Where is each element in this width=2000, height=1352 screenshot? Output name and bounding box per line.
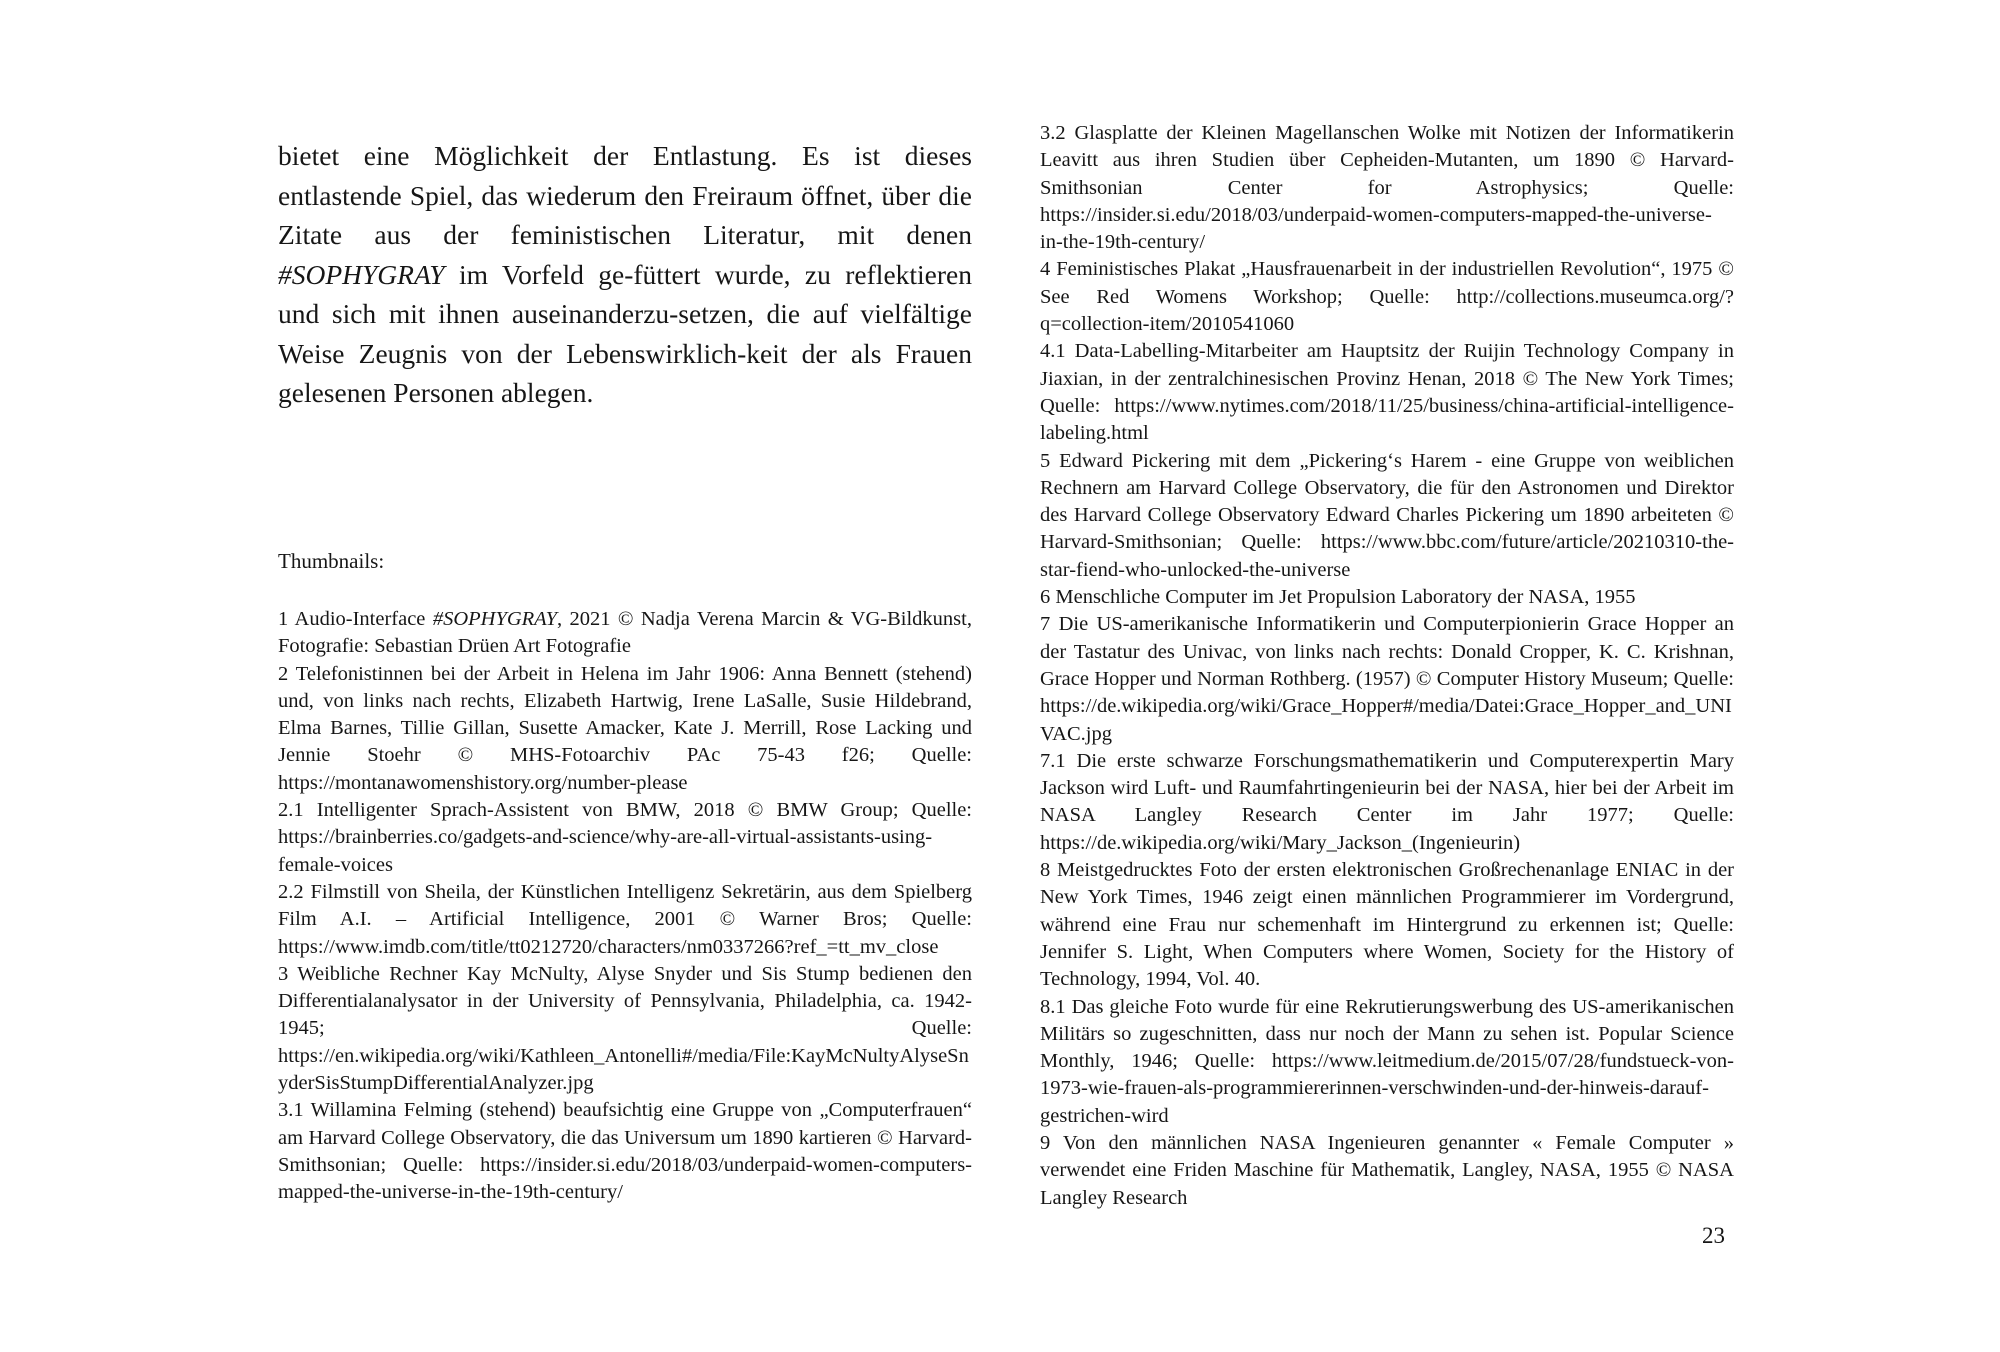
thumbnail-credit-item: 5 Edward Pickering mit dem „Pickering‘s Harem - eine Gruppe von weiblichen Rechnern am Harvard College Observatory, die für den Astronomen und Direktor des Harvard College Observatory Edward Charles Pickering um 1890 arbeiteten © Harvard-Smithsonian; Quelle: https://www.bbc.com/future/article/20210310-the-star-fiend-who-unlocked-the-universe xyxy=(1040,449,1734,581)
thumbnail-credit-item: 2.2 Filmstill von Sheila, der Künstlichen Intelligenz Sekretärin, aus dem Spielberg Film A.I. – Artificial Intelligence, 2001 © Warner Bros; Quelle: https://www.imdb.com/title/tt0212720/characters/nm0337266?ref_=tt_mv_close xyxy=(278,880,972,958)
thumbnail-credit-item: 8.1 Das gleiche Foto wurde für eine Rekrutierungswerbung des US-amerikanischen Militärs so zugeschnitten, dass nur noch der Mann zu sehen ist. Popular Science Monthly, 1946; Quelle: https://www.leitmedium.de/2015/07/28/fundstueck-von-1973-wie-frauen-als-programmiererinnen-verschwinden-und-der-hinweis-darauf-gestrichen-wird xyxy=(1040,995,1734,1127)
thumbnail-credit-item: 7.1 Die erste schwarze Forschungsmathematikerin und Computerexpertin Mary Jackson wird Luft- und Raumfahrtingenieurin bei der NASA, hier bei der Arbeit im NASA Langley Research Center im Jahr 1977; Quelle: https://de.wikipedia.org/wiki/Mary_Jackson_(Ingenieurin) xyxy=(1040,749,1734,854)
thumbnail-credit-item: 6 Menschliche Computer im Jet Propulsion Laboratory der NASA, 1955 xyxy=(1040,586,1636,609)
thumbnail-credit-item: 8 Meistgedrucktes Foto der ersten elektronischen Großrechenanlage ENIAC in der New York Times, 1946 zeigt einen männlichen Programmierer im Vordergrund, während eine Frau nur schemenhaft im Hintergrund zu erkennen ist; Quelle: Jennifer S. Light, When Computers where Women, Society for the History of Technology, 1994, Vol. 40. xyxy=(1040,859,1734,991)
thumbnail-credit-item: 2.1 Intelligenter Sprach-Assistent von BMW, 2018 © BMW Group; Quelle: https://brainberries.co/gadgets-and-science/why-are-all-virtual-assistants-using-female-voices xyxy=(278,799,972,876)
thumbnail-credit-item: 3 Weibliche Rechner Kay McNulty, Alyse Snyder und Sis Stump bedienen den Differentialanalysator in der University of Pennsylvania, Philadelphia, ca. 1942-1945; Quelle: https://en.wikipedia.org/wiki/Kathleen_Antonelli#/media/File:KayMcNultyAlyseSnyderSisStumpDifferentialAnalyzer.jpg xyxy=(278,962,972,1095)
thumbnail-credit-item: 4.1 Data-Labelling-Mitarbeiter am Hauptsitz der Ruijin Technology Company in Jiaxian, in der zentralchinesischen Provinz Henan, 2018 © The New York Times; Quelle: https://www.nytimes.com/2018/11/25/business/china-artificial-intelligence-labeling.html xyxy=(1040,340,1734,445)
thumbnail-credit-item: 1 Audio-Interface #SOPHYGRAY, 2021 © Nadja Verena Marcin & VG-Bildkunst, Fotografie: Sebastian Drüen Art Fotografie xyxy=(278,608,972,658)
intro-paragraph-text: bietet eine Möglichkeit der Entlastung. Es ist dieses entlastende Spiel, das wiederum den Freiraum öffnet, über die Zitate aus der feministischen Literatur, mit denen #SOPHYGRAY im Vorfeld ge-füttert wurde, zu reflektieren und sich mit ihnen auseinanderzu-setzen, die auf vielfältige Weise Zeugnis von der Lebenswirklich-keit der als Frauen gelesenen Personen ablegen. xyxy=(278,140,972,408)
intro-paragraph xyxy=(278,136,972,413)
thumbnail-credits-left-column xyxy=(278,606,972,1207)
thumbnail-credit-item: 7 Die US-amerikanische Informatikerin und Computerpionierin Grace Hopper an der Tastatur des Univac, von links nach rechts: Donald Cropper, K. C. Krishnan, Grace Hopper und Norman Rothberg. (1957) © Computer History Museum; Quelle: https://de.wikipedia.org/wiki/Grace_Hopper#/media/Datei:Grace_Hopper_and_UNIVAC.jpg xyxy=(1040,613,1734,745)
thumbnail-credits-right-column xyxy=(1040,120,1734,1212)
thumbnail-credit-item: 4 Feministisches Plakat „Hausfrauenarbeit in der industriellen Revolution“, 1975 © See Red Womens Workshop; Quelle: http://collections.museumca.org/?q=collection-item/2010541060 xyxy=(1040,258,1734,336)
thumbnail-credit-item: 3.1 Willamina Felming (stehend) beaufsichtig eine Gruppe von „Computerfrauen“ am Harvard College Observatory, die das Universum um 1890 kartieren © Harvard-Smithsonian; Quelle: https://insider.si.edu/2018/03/underpaid-women-computers-mapped-the-universe-in-the-19th-century/ xyxy=(278,1099,972,1204)
page-number: 23 xyxy=(1702,1223,1725,1248)
thumbnails-heading: Thumbnails: xyxy=(278,549,385,573)
thumbnail-credit-item: 9 Von den männlichen NASA Ingenieuren genannter « Female Computer » verwendet eine Friden Maschine für Mathematik, Langley, NASA, 1955 © NASA Langley Research xyxy=(1040,1131,1734,1209)
thumbnail-credit-item: 3.2 Glasplatte der Kleinen Magellanschen Wolke mit Notizen der Informatikerin Leavitt aus ihren Studien über Cepheiden-Mutanten, um 1890 © Harvard-Smithsonian Center for Astrophysics; Quelle: https://insider.si.edu/2018/03/underpaid-women-computers-mapped-the-universe-in-the-19th-century/ xyxy=(1040,122,1734,254)
thumbnail-credit-item: 2 Telefonistinnen bei der Arbeit in Helena im Jahr 1906: Anna Bennett (stehend) und, von links nach rechts, Elizabeth Hartwig, Irene LaSalle, Susie Hildebrand, Elma Barnes, Tillie Gillan, Susette Amacker, Kate J. Merrill, Rose Lacking und Jennie Stoehr © MHS-Fotoarchiv PAc 75-43 f26; Quelle: https://montanawomenshistory.org/number-please xyxy=(278,662,972,794)
